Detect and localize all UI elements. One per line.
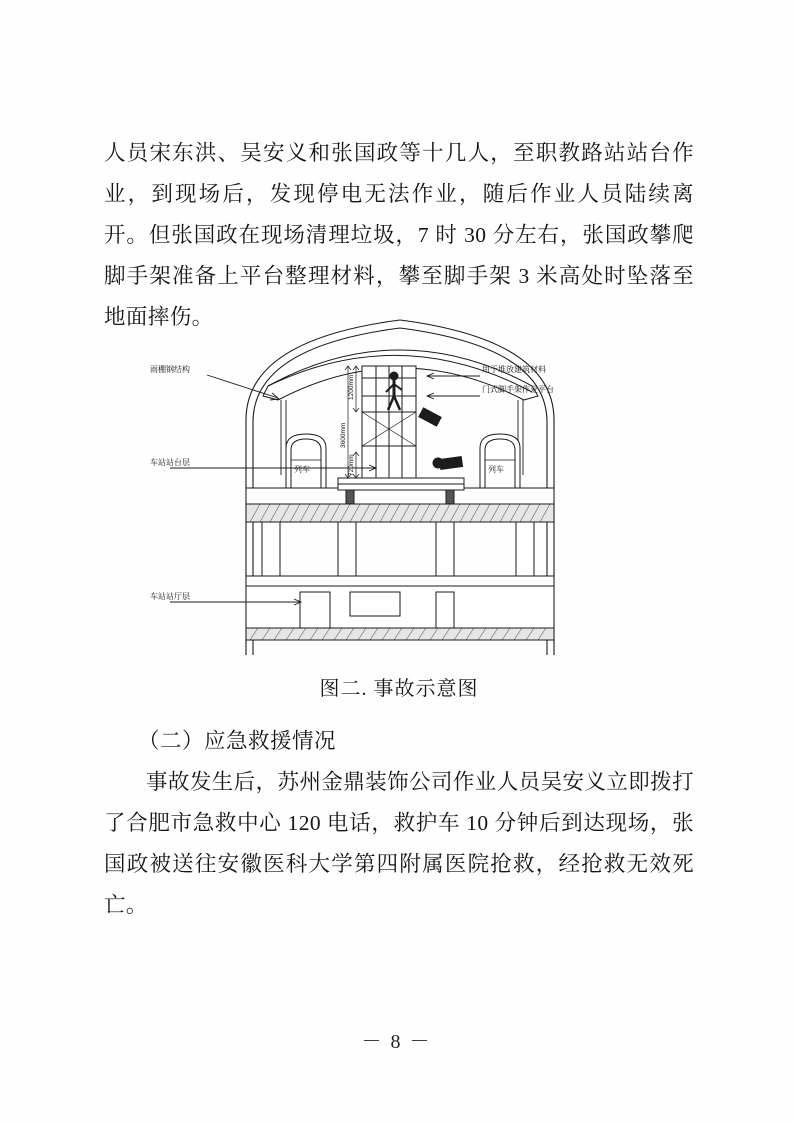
section-heading: （二）应急救援情况 xyxy=(138,729,337,753)
train-right-label: 列车 xyxy=(488,465,504,474)
dim-720-label: 720mm xyxy=(348,454,355,476)
accident-diagram-figure xyxy=(150,300,650,670)
material-note-line2: 门式脚手架作业平台 xyxy=(482,385,554,394)
accident-diagram-svg xyxy=(150,300,650,670)
platform-layer-label: 车站站台层 xyxy=(150,458,190,467)
paragraph-2-text: 事故发生后，苏州金鼎装饰公司作业人员吴安义立即拨打了合肥市急救中心 120 电话，救护车 10 分钟后到达现场，张国政被送往安徽医科大学第四附属医院抢救，经抢救无效死亡。 xyxy=(104,770,694,917)
train-left-label: 列车 xyxy=(294,465,310,474)
paragraph-1: 人员宋东洪、吴安义和张国政等十几人，至职教路站站台作业，到现场后，发现停电无法作业，随后作业人员陆续离开。但张国政在现场清理垃圾，7 时 30 分左右，张国政攀爬脚手架准备上平台整理材料，攀至脚手架 3 米高处时坠落至地面摔伤。 xyxy=(104,141,694,329)
dim-1200-label: 1200mm xyxy=(348,374,355,400)
page-number: － 8 － xyxy=(361,1031,432,1053)
hall-layer-label: 车站站厅层 xyxy=(150,592,190,601)
dim-3600-label: 3600mm xyxy=(340,422,347,448)
material-note-line1: 用于堆放建筑材料 xyxy=(482,365,546,374)
canopy-steel-label: 雨棚钢结构 xyxy=(150,365,190,374)
paragraph-2 xyxy=(104,762,694,926)
figure-caption: 图二. 事故示意图 xyxy=(319,678,479,700)
